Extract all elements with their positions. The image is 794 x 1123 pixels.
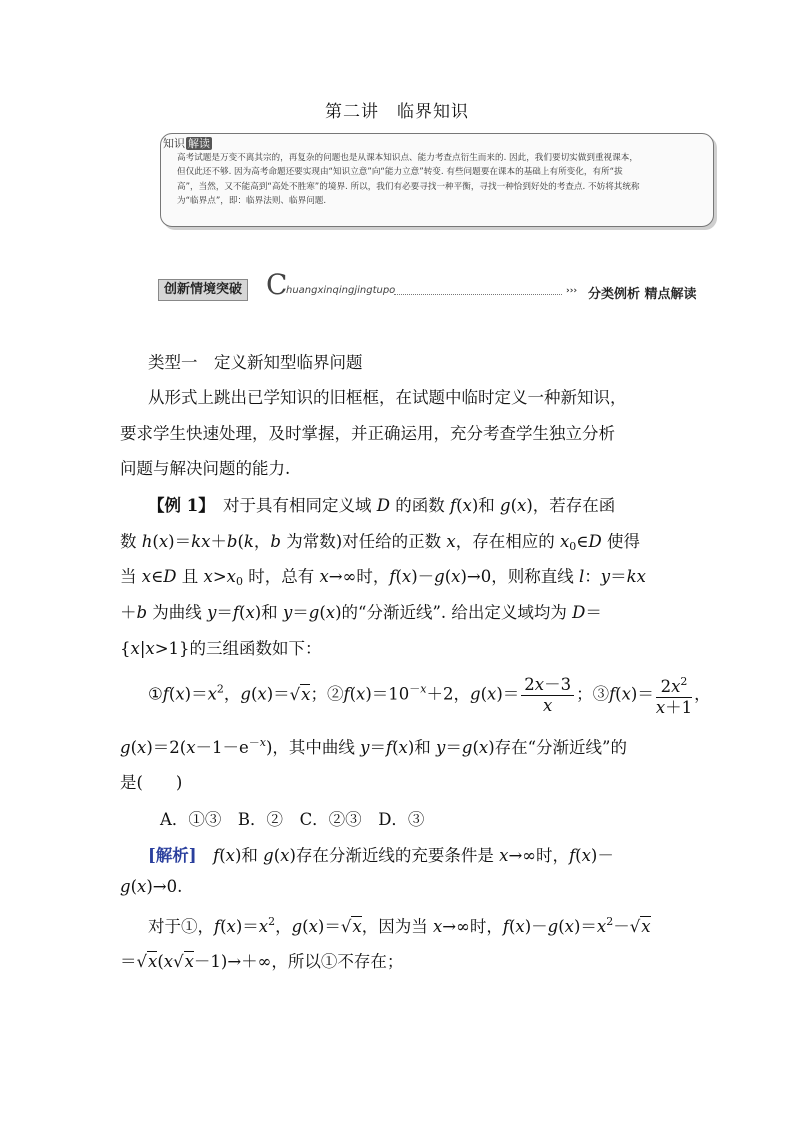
intro-line: 问题与解决问题的能力. <box>120 459 291 478</box>
knowledge-line: 高考试题是万变不离其宗的，再复杂的问题也是从课本知识点、能力考查点衍生而来的. 因此，我们要切实做到重视课本， <box>177 153 638 163</box>
option-c: C．②③ <box>299 810 362 829</box>
analysis-line: g(x)→0. <box>120 877 183 896</box>
banner-arrows-icon: ››› <box>566 286 578 296</box>
analysis-line: 对于①，$f(x)=x^2$，g(x)＝√x，因为当 x→∞时，$f(x)-g(x)=x^2-√x$ <box>148 915 651 936</box>
banner-big-c: C <box>266 268 288 301</box>
type-heading: 类型一 定义新知型临界问题 <box>148 353 363 372</box>
knowledge-box <box>160 133 714 227</box>
option-b: B．② <box>237 810 284 829</box>
example-line: $g(x)=2(x-1-e^{-x})$，其中曲线 y＝f(x)和 y＝g(x)存在“分渐近线”的 <box>120 736 627 757</box>
example-line: 【例 1】 对于具有相同定义域 D 的函数 f(x)和 g(x)，若存在函 <box>148 496 616 515</box>
knowledge-line: 但仅此还不够. 因为高考命题还要实现由“知识立意”向“能力立意”转变. 有些问题要在课本的基础上有所变化，有所“拔 <box>177 167 623 178</box>
banner-dotted-rule <box>394 294 562 295</box>
example-line: ＋b 为曲线 y＝f(x)和 y＝g(x)的“分渐近线”. 给出定义域均为 D＝ <box>120 603 602 622</box>
intro-line: 从形式上跳出已学知识的旧框框，在试题中临时定义一种新知识， <box>148 388 627 407</box>
fraction: $\frac{2x^2}{x+1}$ <box>656 672 692 718</box>
example-label: 【例 1】 <box>148 496 207 515</box>
section-banner <box>158 268 716 302</box>
fraction: $\frac{2x-3}{x}$ <box>521 675 574 716</box>
analysis-label: [解析] <box>148 846 197 865</box>
knowledge-text <box>177 151 709 208</box>
example-line: {x|x>1}的三组函数如下： <box>120 639 322 658</box>
knowledge-label-a: 知识 <box>163 137 185 150</box>
example-line: 当 x∈D 且 $x>x_0$ 时，总有 x→∞时，f(x)－g(x)→0，则称直线 l：y＝kx <box>120 567 646 588</box>
option-d: D．③ <box>378 810 425 829</box>
knowledge-line: 为“临界点”，即：临界法则、临界问题. <box>177 195 327 206</box>
banner-right-text: 分类例析 精点解读 <box>588 287 697 302</box>
knowledge-line: 高”，当然，又不能高到“高处不胜寒”的境界. 所以，我们有必要寻找一种平衡，寻找一种恰到好处的考查点. 不妨将其统称 <box>177 181 640 192</box>
page-title: 第二讲 临界知识 <box>325 102 469 122</box>
answer-options <box>160 806 424 830</box>
knowledge-label-b: 解读 <box>188 137 210 150</box>
analysis-line: ＝√x(x√x－1)→＋∞，所以①不存在； <box>120 952 404 971</box>
analysis-line: [解析] f(x)和 g(x)存在分渐近线的充要条件是 x→∞时，f(x)－ <box>148 846 614 865</box>
banner-pinyin: huangxinqingjingtupo <box>286 285 396 296</box>
banner-tag: 创新情境突破 <box>158 279 248 301</box>
option-a: A．①③ <box>160 810 222 829</box>
knowledge-label <box>163 135 212 151</box>
example-line: 是( ) <box>120 773 183 792</box>
example-functions: $①f(x)=x^2$，g(x)＝√x；$②f(x)=10^{-x}+2$，g(x)＝ $\frac{2x-3}{x}$ ；③f(x)＝ $\frac{2x^2}{x+1}$ ， <box>148 672 711 718</box>
example-line: 数 h(x)＝kx＋b(k，b 为常数)对任给的正数 x，存在相应的 $x_0\in D$ 使得 <box>120 532 640 553</box>
intro-line: 要求学生快速处理，及时掌握，并正确运用，充分考查学生独立分析 <box>120 424 615 443</box>
